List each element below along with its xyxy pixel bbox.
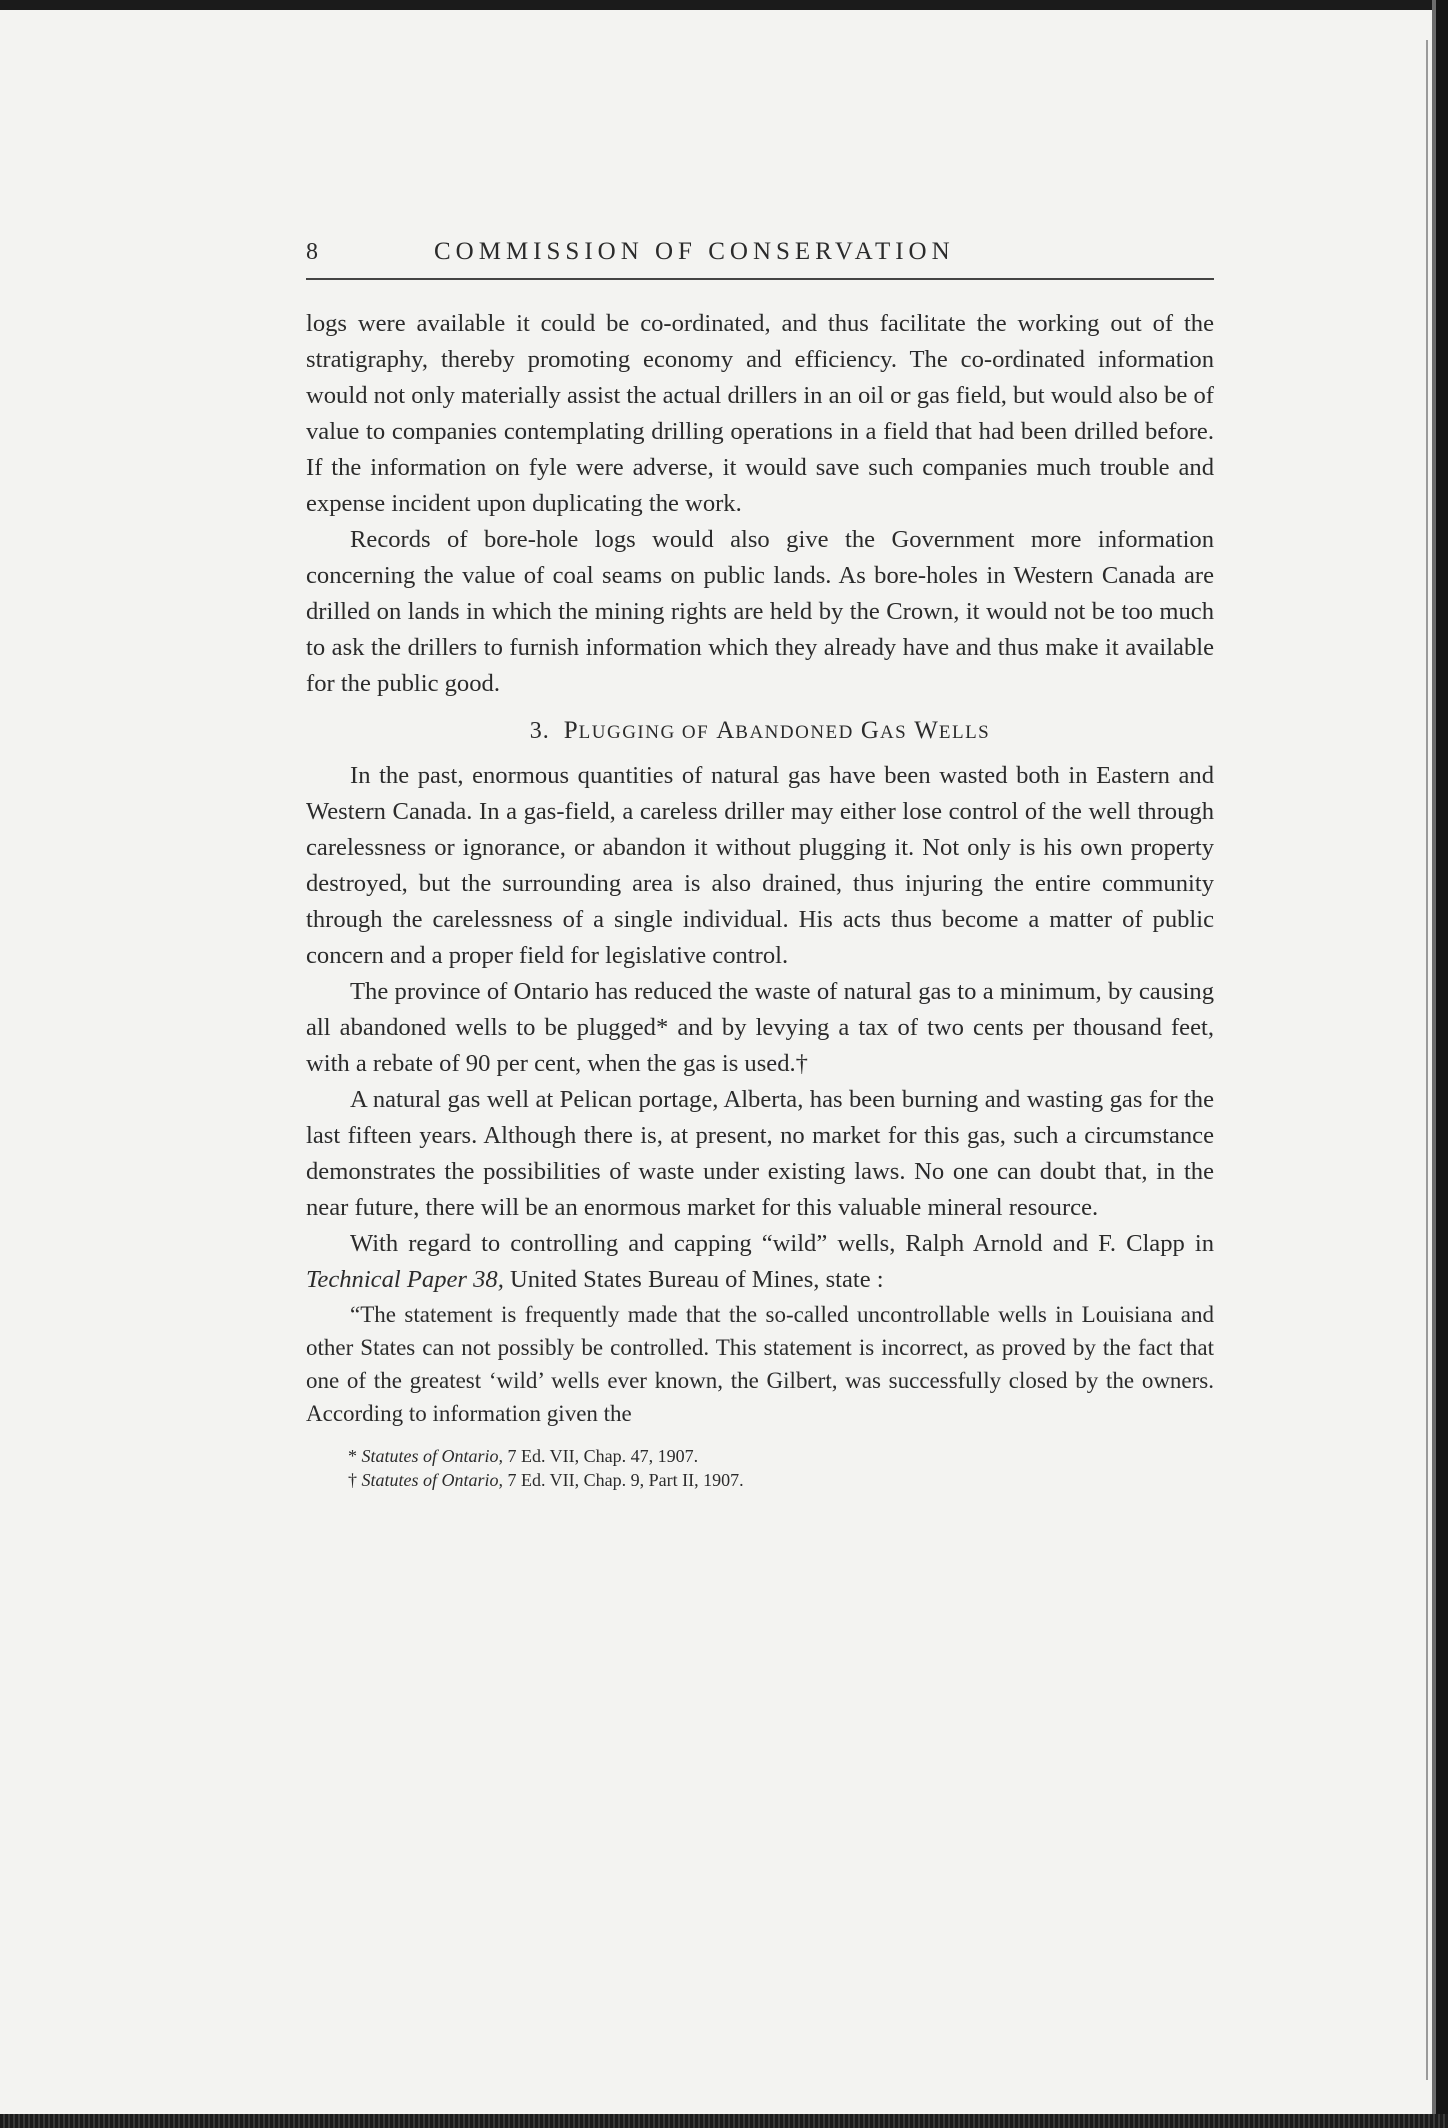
section-heading-initial-w: W [914,717,939,744]
section-heading-word-plugging-of: LUGGING OF [578,722,710,743]
paragraph-6 [306,1226,1214,1298]
paragraph-3: In the past, enormous quantities of natural gas have been wasted both in Eastern and Western Canada. In a gas-field, a careless driller may either lose control of the well through carelessness or ignorance, or abandon it without plugging it. Not only is his own property destroyed, but the surrounding area is also drained, thus injuring the entire community through the carelessness of a single individual. His acts thus become a matter of public concern and a proper field for legislative control. [306,762,1214,969]
paragraph-2: Records of bore-hole logs would also give the Government more information concerning the value of coal seams on public lands. As bore-holes in Western Canada are drilled on lands in which the mining rights are held by the Crown, it would not be too much to ask the drillers to furnish information which they already have and thus make it available for the public good. [306,526,1214,697]
section-heading-initial-g: G [860,717,880,744]
section-heading-initial-p: P [563,717,579,744]
scan-border-right [1436,0,1448,2128]
footnotes [306,1444,1214,1492]
footnote-1-reference: 7 Ed. VII, Chap. 47, 1907. [503,1446,699,1466]
footnote-1-mark: * [348,1446,362,1466]
citation-technical-paper: Technical Paper 38, [306,1266,504,1293]
section-heading-word-wells: ELLS [938,722,991,743]
page-number: 8 [306,239,318,265]
scan-border-top [0,0,1448,10]
document-page [306,238,1214,1492]
scan-border-right-inner [1432,0,1436,2128]
section-heading-initial-a: A [716,717,736,744]
section-heading-word-gas: AS [879,722,908,743]
body-text [306,306,1214,1430]
footnote-2-source: Statutes of Ontario, [361,1470,504,1490]
paragraph-6-text-before: With regard to controlling and capping “wild” wells, Ralph Arnold and F. Clapp in [350,1230,1214,1257]
section-number: 3. [529,718,550,744]
running-header [306,238,1214,280]
page-edge-line [1426,40,1428,2080]
paragraph-6-text-after: United States Bureau of Mines, state : [503,1266,884,1293]
footnote-1 [348,1444,1214,1468]
paragraph-1: logs were available it could be co-ordinated, and thus facilitate the working out of the stratigraphy, thereby promoting economy and efficiency. The co-ordinated information would not only materially assist the actual drillers in an oil or gas field, but would also be of value to companies contemplating drilling operations in a field that had been drilled before. If the information on fyle were adverse, it would save such companies much trouble and expense incident upon duplicating the work. [306,310,1214,517]
paragraph-5: A natural gas well at Pelican portage, Alberta, has been burning and wasting gas for the last fifteen years. Although there is, at present, no market for this gas, such a circumstance demonstrates the possibilities of waste under existing laws. No one can doubt that, in the near future, there will be an enormous market for this valuable mineral resource. [306,1086,1214,1221]
paragraph-4: The province of Ontario has reduced the waste of natural gas to a minimum, by causing all abandoned wells to be plugged* and by levying a tax of two cents per thousand feet, with a rebate of 90 per cent, when the gas is used.† [306,978,1214,1077]
footnote-2-reference: 7 Ed. VII, Chap. 9, Part II, 1907. [503,1470,744,1490]
section-heading-word-abandoned: BANDONED [735,722,854,743]
footnote-2 [348,1468,1214,1492]
block-quote: “The statement is frequently made that the so-called uncontrollable wells in Louisiana and other States can not possibly be controlled. This statement is incorrect, as proved by the fact that one of the greatest ‘wild’ wells ever known, the Gilbert, was successfully closed by the owners. According to information given the [306,1302,1214,1426]
scan-border-bottom [0,2114,1448,2128]
footnote-1-source: Statutes of Ontario, [361,1446,504,1466]
footnote-2-mark: † [348,1470,362,1490]
running-title: COMMISSION OF CONSERVATION [434,238,955,265]
section-heading [306,712,1214,752]
